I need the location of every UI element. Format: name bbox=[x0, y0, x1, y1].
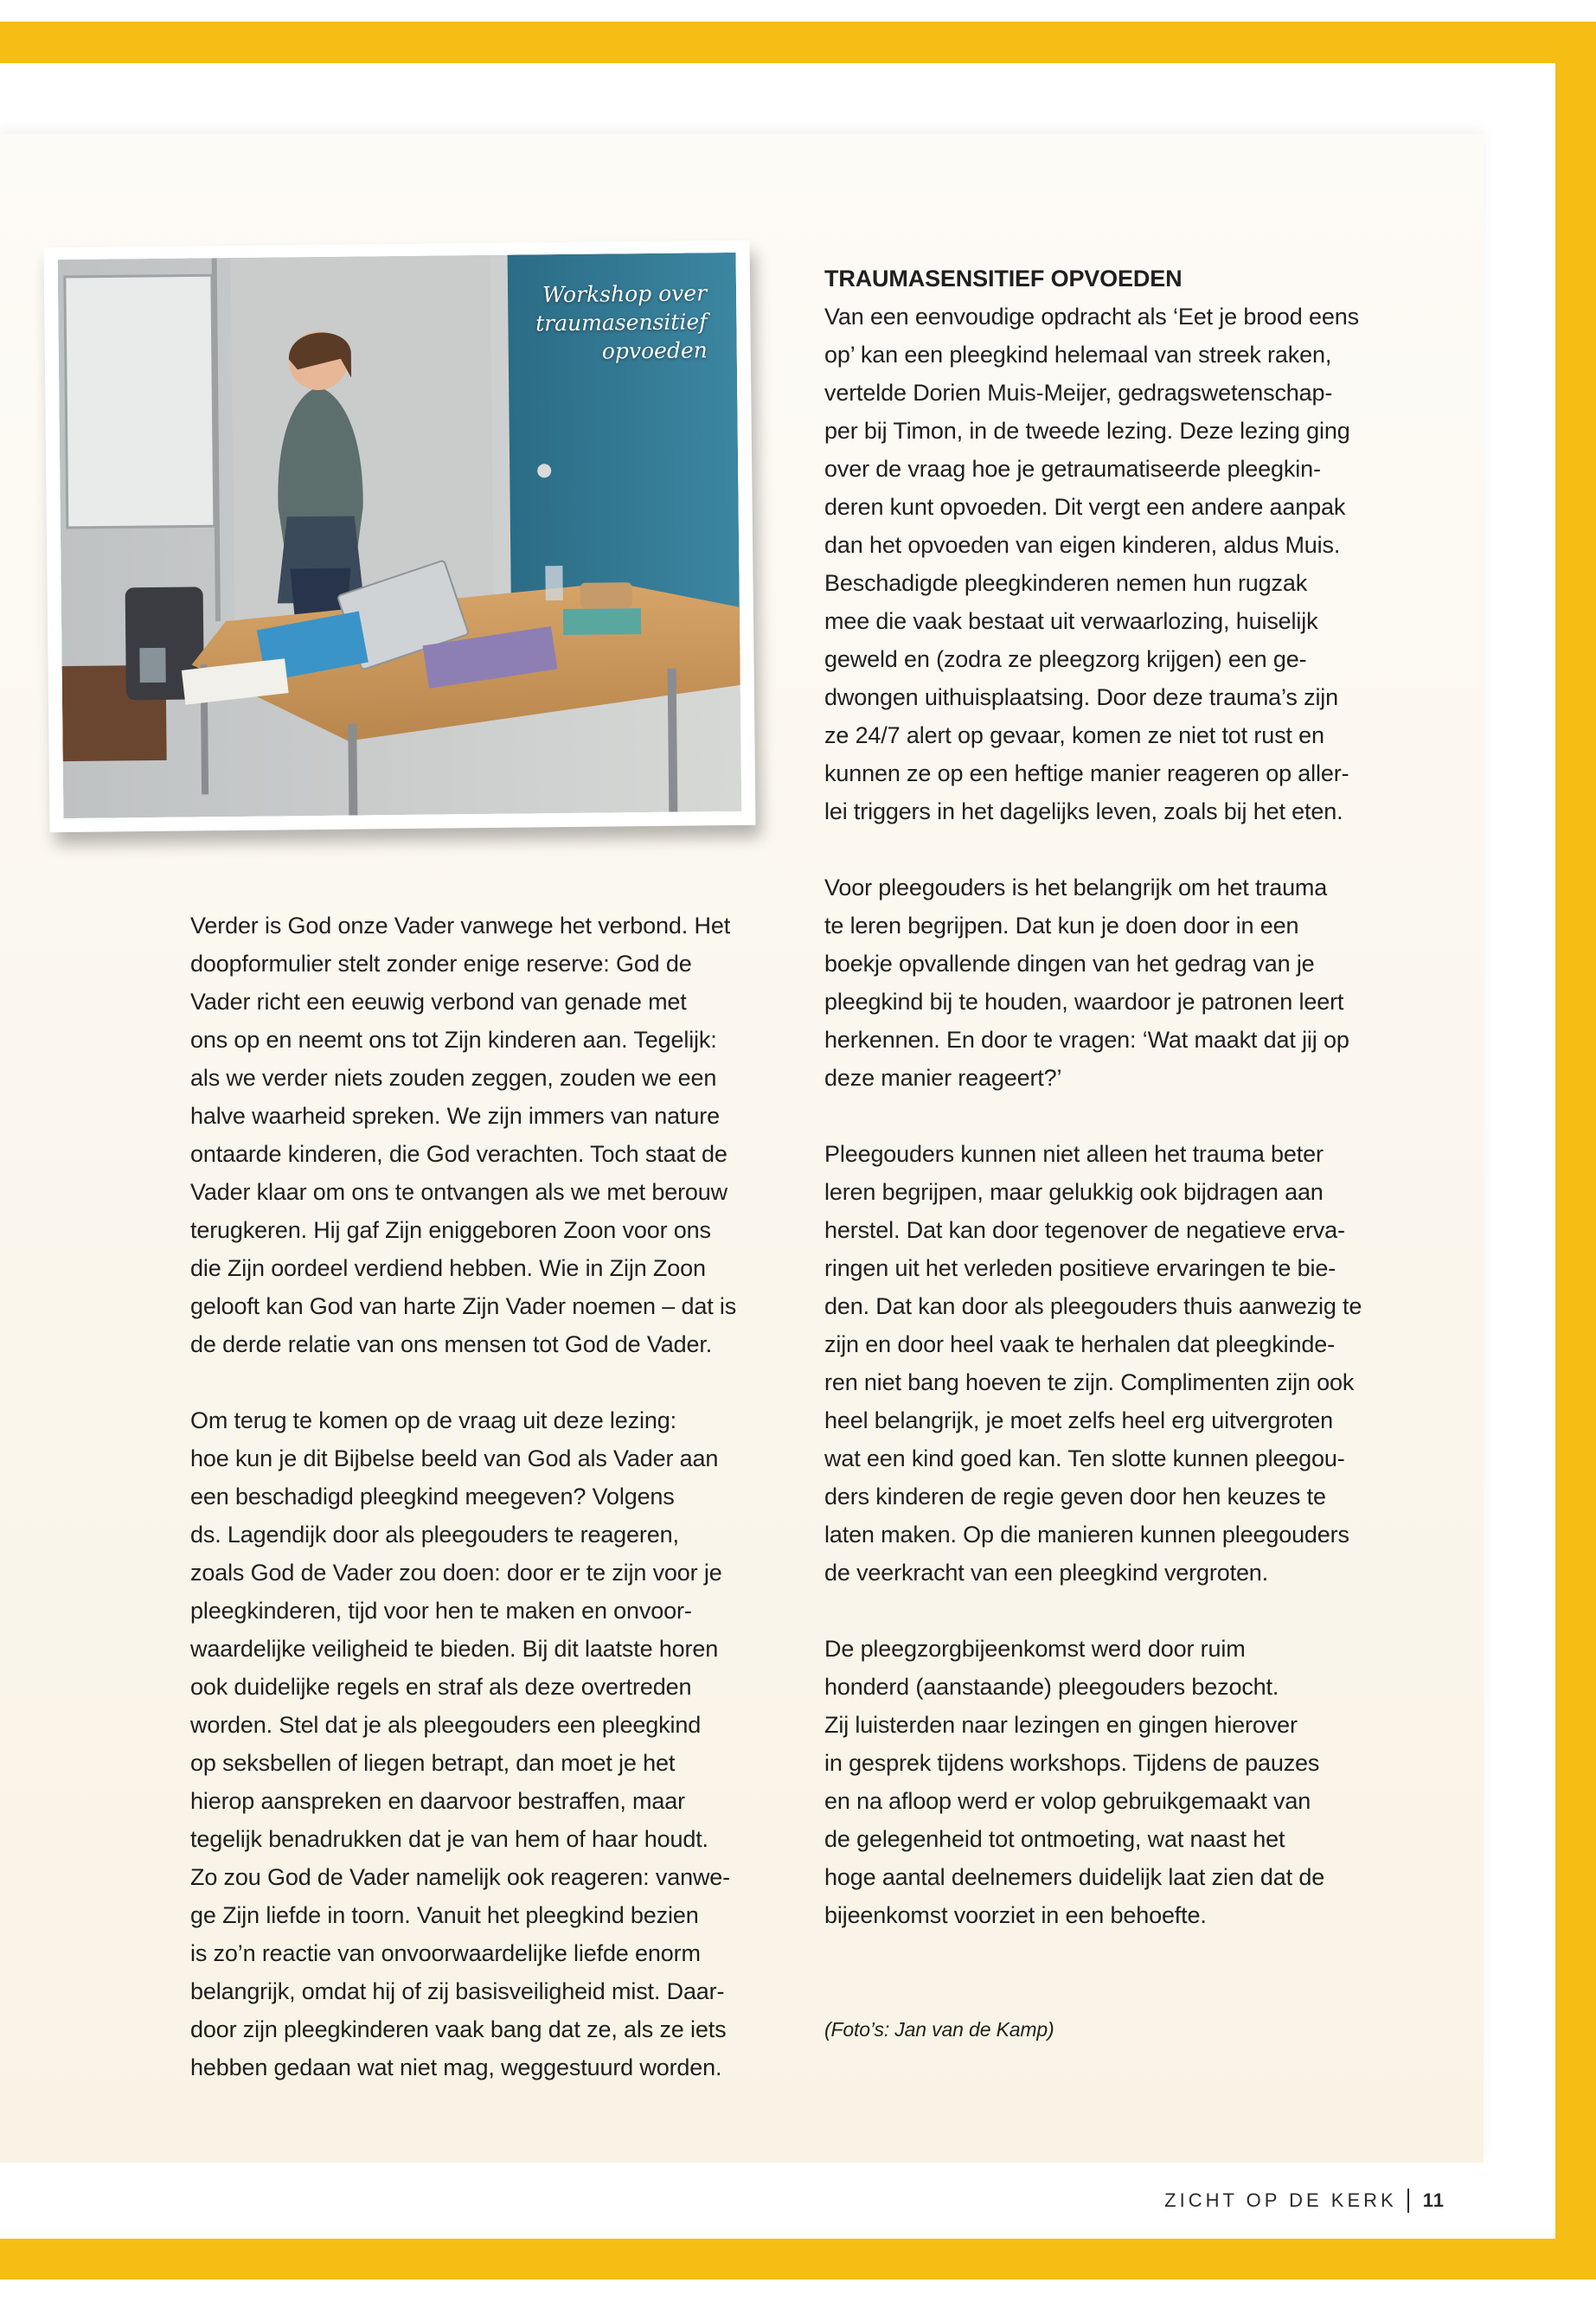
magazine-name: ZICHT OP DE KERK bbox=[1164, 2189, 1397, 2211]
frame-right-bar bbox=[1555, 22, 1596, 2279]
page-footer bbox=[1164, 2184, 1445, 2217]
paragraph-god-as-father: Verder is God onze Vader vanwege het verbond. Het doopformulier stelt zonder enige reserve: God de Vader richt een eeuwig verbond van genade met ons op en neemt ons tot Zijn kinderen aan. Tegelijk: als we verder niets zouden zeggen, zouden we een halve waarheid spreken. We zijn immers van nature ontaarde kinderen, die God verachten. Toch staat de Vader klaar om ons te ontvangen als we met berouw terugkeren. Hij gaf Zijn eniggeboren Zoon voor ons die Zijn oordeel verdiend hebben. Wie in Zijn Zoon gelooft kan God van harte Zijn Vader noemen – dat is de derde relatie van ons mensen tot God de Vader. bbox=[190, 913, 737, 1357]
paragraph-understanding-trauma: Voor pleegouders is het belangrijk om het trauma te leren begrijpen. Dat kun je doen door in een boekje opvallende dingen van het gedrag van je pleegkind bij te houden, waardoor je patronen leert herkennen. En door te vragen: ‘Wat maakt dat jij op deze manier reageert?’ bbox=[824, 875, 1349, 1091]
paragraph-meeting-summary: De pleegzorgbijeenkomst werd door ruim honderd (aanstaande) pleegouders bezocht. Zij luisterden naar lezingen en gingen hierover in gesprek tijdens workshops. Tijdens de pauzes en na afloop werd er volop gebruikgemaakt van de gelegenheid tot ontmoeting, wat naast het hoge aantal deelnemers duidelijk laat zien dat de bijeenkomst voorziet in een behoefte. bbox=[824, 1636, 1325, 1928]
photo-credit: (Foto’s: Jan van de Kamp) bbox=[824, 2018, 1054, 2041]
page-number: 11 bbox=[1422, 2189, 1445, 2211]
right-column bbox=[824, 260, 1413, 2048]
workshop-photo bbox=[58, 253, 742, 818]
paragraph-recovery: Pleegouders kunnen niet alleen het trauma beter leren begrijpen, maar gelukkig ook bijdragen aan herstel. Dat kan door tegenover de negatieve erva- ringen uit het verleden positieve ervaringen te bie- den. Dat kan door als pleegouders thuis aanwezig te zijn en door heel vaak te herhalen dat pleegkinde- ren niet bang hoeven te zijn. Complimenten zijn ook heel belangrijk, je moet zelfs heel erg uitvergroten wat een kind goed kan. Ten slotte kunnen pleegou- ders kinderen de regie geven door hen keuzes te laten maken. Op die manieren kunnen pleegouders de veerkracht van een pleegkind vergroten. bbox=[824, 1141, 1362, 1586]
workshop-photo-frame bbox=[43, 240, 755, 833]
frame-top-bar bbox=[0, 22, 1555, 63]
frame-bottom-bar bbox=[0, 2239, 1555, 2279]
photo-caption: Workshop over traumasensitief opvoeden bbox=[535, 280, 708, 364]
paragraph-foster-parents-response: Om terug te komen op de vraag uit deze lezing: hoe kun je dit Bijbelse beeld van God als Vader aan een beschadigd pleegkind meegeven? Volgens ds. Lagendijk door als pleegouders te reageren, zoals God de Vader zou doen: door er te zijn voor je pleegkinderen, tijd voor hen te maken en onvoor- waardelijke veiligheid te bieden. Bij dit laatste horen ook duidelijke regels en straf als deze overtreden worden. Stel dat je als pleegouders een pleegkind op seksbellen of liegen betrapt, dan moet je het hierop aanspreken en daarvoor bestraffen, maar tegelijk benadrukken dat je van hem of haar houdt. Zo zou God de Vader namelijk ook reageren: vanwe- ge Zijn liefde in toorn. Vanuit het pleegkind bezien is zo’n reactie van onvoorwaardelijke liefde enorm belangrijk, omdat hij of zij basisveiligheid mist. Daar- door zijn pleegkinderen vaak bang dat ze, als ze iets hebben gedaan wat niet mag, weggestuurd worden. bbox=[190, 1407, 730, 2080]
bottom-margin bbox=[0, 2279, 1596, 2301]
section-heading: TRAUMASENSITIEF OPVOEDEN bbox=[824, 266, 1183, 292]
footer-divider bbox=[1407, 2189, 1409, 2213]
left-column bbox=[190, 907, 787, 2086]
paragraph-trauma-intro: Van een eenvoudige opdracht als ‘Eet je brood eens op’ kan een pleegkind helemaal van streek raken, vertelde Dorien Muis-Meijer, gedragswetenschap- per bij Timon, in de tweede lezing. Deze lezing ging over de vraag hoe je getraumatiseerde pleegkin- deren kunt opvoeden. Dit vergt een andere aanpak dan het opvoeden van eigen kinderen, aldus Muis. Beschadigde pleegkinderen nemen hun rugzak mee die vaak bestaat uit verwaarlozing, huiselijk geweld en (zodra ze pleegzorg krijgen) een ge- dwongen uithuisplaatsing. Door deze trauma’s zijn ze 24/7 alert op gevaar, komen ze niet tot rust en kunnen ze op een heftige manier reageren op aller- lei triggers in het dagelijks leven, zoals bij het eten. bbox=[824, 304, 1359, 824]
